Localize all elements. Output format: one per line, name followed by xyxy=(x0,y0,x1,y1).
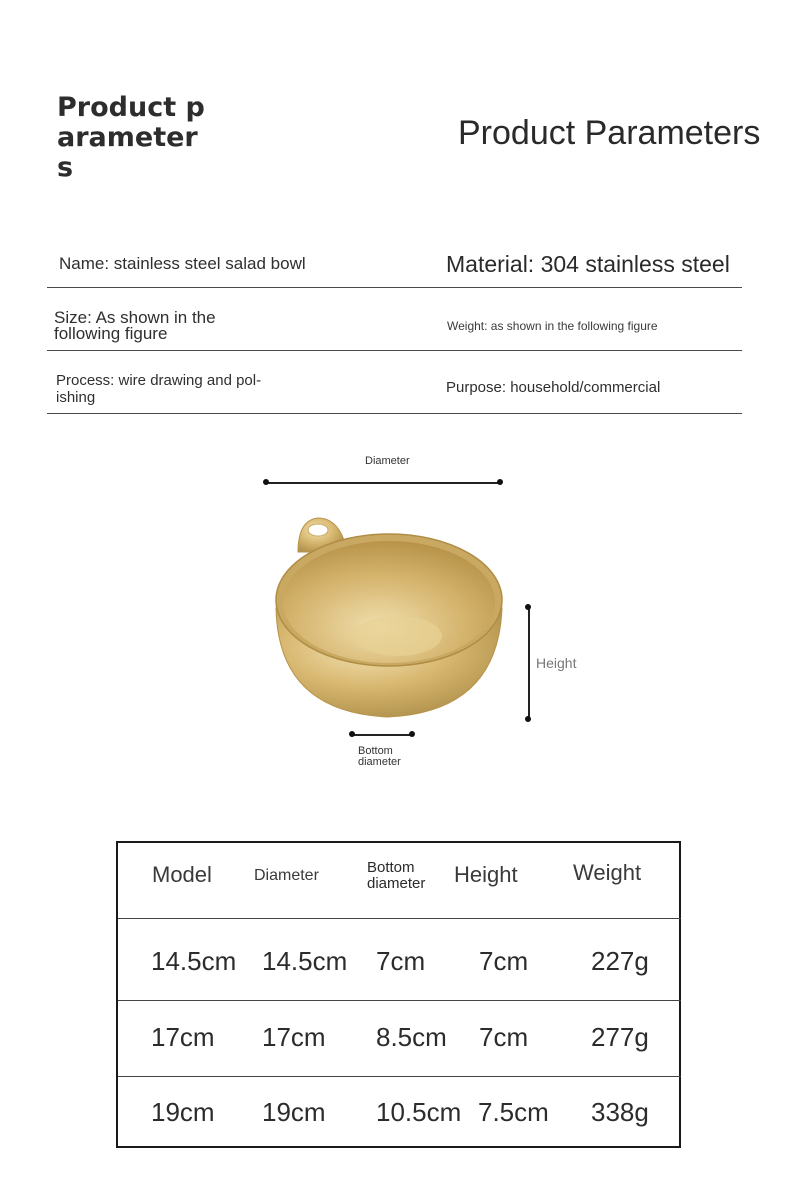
column-header-height: Height xyxy=(454,862,518,887)
cell-bottom-diameter: 10.5cm xyxy=(376,1097,462,1127)
height-line-end xyxy=(525,604,531,610)
handle-hole xyxy=(308,524,328,536)
cell-height: 7.5cm xyxy=(478,1097,549,1127)
divider xyxy=(47,413,742,414)
height-label: Height xyxy=(536,655,577,671)
diameter-line-end xyxy=(263,479,269,485)
diameter-line xyxy=(266,482,500,484)
spec-purpose: Purpose: household/commercial xyxy=(446,379,661,396)
cell-weight: 338g xyxy=(591,1097,649,1127)
bottom-diameter-line xyxy=(352,734,412,736)
cell-bottom-diameter: 8.5cm xyxy=(376,1022,447,1052)
cell-weight: 277g xyxy=(591,1022,649,1052)
diameter-line-end xyxy=(497,479,503,485)
height-line-end xyxy=(525,716,531,722)
spec-weight: Weight: as shown in the following figure xyxy=(447,319,658,333)
divider xyxy=(47,350,742,351)
cell-weight: 227g xyxy=(591,946,649,976)
spec-size: Size: As shown in the following figure xyxy=(54,308,216,343)
table-divider xyxy=(118,918,681,919)
spec-name: Name: stainless steel salad bowl xyxy=(59,254,306,273)
cell-model: 14.5cm xyxy=(151,946,237,976)
column-header-model: Model xyxy=(152,862,212,887)
cell-height: 7cm xyxy=(479,1022,529,1052)
diameter-label: Diameter xyxy=(365,455,410,467)
bottom-diameter-label: Bottom diameter xyxy=(358,745,401,768)
cell-diameter: 14.5cm xyxy=(262,946,348,976)
column-header-diameter: Diameter xyxy=(254,867,319,884)
page-title-right: Product Parameters xyxy=(458,114,761,152)
column-header-weight: Weight xyxy=(573,860,642,885)
cell-diameter: 19cm xyxy=(262,1097,326,1127)
bowl-bottom xyxy=(354,616,442,656)
table-divider xyxy=(118,1076,681,1077)
divider xyxy=(47,287,742,288)
spec-material: Material: 304 stainless steel xyxy=(446,251,730,277)
cell-bottom-diameter: 7cm xyxy=(376,946,426,976)
cell-model: 17cm xyxy=(151,1022,215,1052)
height-line xyxy=(528,607,530,719)
bottom-diameter-line-end xyxy=(349,731,355,737)
cell-height: 7cm xyxy=(479,946,529,976)
cell-diameter: 17cm xyxy=(262,1022,326,1052)
gold-bowl-image xyxy=(270,512,510,724)
spec-process: Process: wire drawing and pol-ishing xyxy=(56,372,262,406)
table-divider xyxy=(118,1000,681,1001)
page-title-left: Product parameters xyxy=(57,92,205,183)
column-header-bottom-diameter: Bottom diameter xyxy=(367,859,426,892)
cell-model: 19cm xyxy=(151,1097,215,1127)
bottom-diameter-line-end xyxy=(409,731,415,737)
